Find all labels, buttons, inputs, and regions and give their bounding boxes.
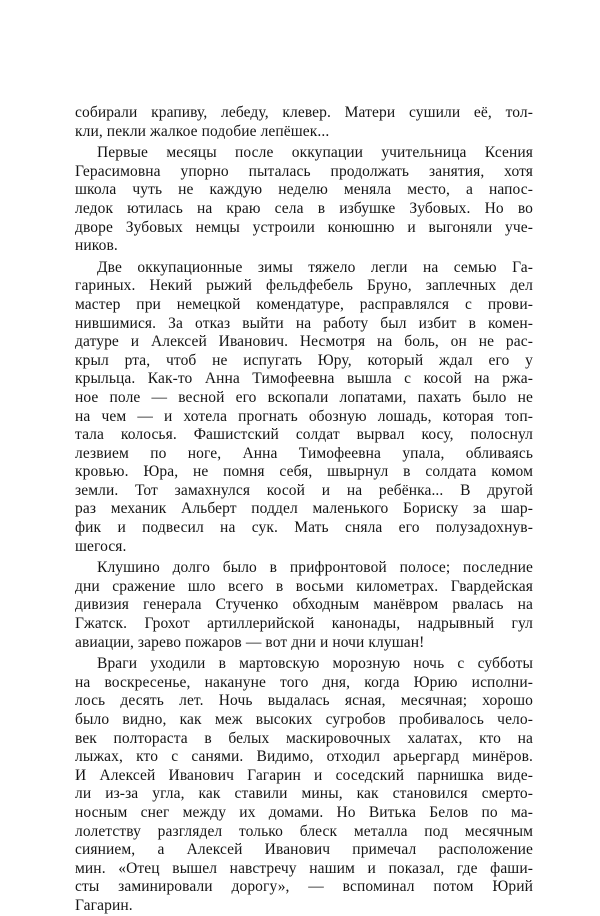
text-line: на чем — и хотела прогнать обозную лошадь, которая топ- xyxy=(75,407,533,425)
text-line: Две оккупационные зимы тяжело легли на семью Га- xyxy=(97,258,533,276)
text-line: кровью. Юра, не помня себя, швырнул в солдата комом xyxy=(75,463,533,481)
text-line: на воскресенье, накануне того дня, когда Юрию исполни- xyxy=(75,673,533,691)
text-line: ное поле — весной его вскопали лопатами, пахать было не xyxy=(75,388,533,406)
text-line: дивизия генерала Стученко обходным манёвром рвалась на xyxy=(75,596,533,614)
text-line: шегося. xyxy=(75,537,127,555)
text-line: нившимися. За отказ выйти на работу был избит в комен- xyxy=(75,314,533,332)
text-line: Враги уходили в мартовскую морозную ночь с субботы xyxy=(97,655,533,673)
text-line: ледок ютилась на краю села в избушке Зубовых. Но во xyxy=(75,199,533,217)
text-line: мастер при немецкой комендатуре, расправлялся с прови- xyxy=(75,295,533,313)
text-line: крыл рта, чтоб не испугать Юру, который ждал его у xyxy=(75,351,533,369)
text-line: было видно, как меж высоких сугробов пробивалось чело- xyxy=(75,711,533,728)
text-line: мин. «Отец вышел навстречу нашим и показал, где фаши- xyxy=(75,859,533,877)
text-line: Первые месяцы после оккупации учительница Ксения xyxy=(97,144,533,162)
text-line: дворе Зубовых немцы устроили конюшню и выгоняли уче- xyxy=(75,218,533,236)
text-line: И Алексей Иванович Гагарин и соседский парнишка виде- xyxy=(75,766,533,784)
text-line: сты заминировали дорогу», — вспоминал потом Юрий xyxy=(75,878,533,896)
text-line: лезвием по ноге, Анна Тимофеевна упала, обливаясь xyxy=(75,444,533,462)
paragraph-1 xyxy=(75,104,533,141)
text-line: Гжатск. Грохот артиллерийской канонады, надрывный гул xyxy=(75,615,533,633)
text-line: Гагарин. xyxy=(75,896,133,914)
paragraph-4 xyxy=(75,559,533,652)
text-line: носным снег между их домами. Но Витька Белов по ма- xyxy=(75,803,533,821)
text-line: гариных. Некий рыжий фельдфебель Бруно, заплечных дел xyxy=(75,277,533,295)
text-line: крыльца. Как-то Анна Тимофеевна вышла с косой на ржа- xyxy=(75,370,533,388)
text-line: школа чуть не каждую неделю меняла место, а напос- xyxy=(75,181,533,199)
text-line: авиации, зарево пожаров — вот дни и ночи клушан! xyxy=(75,633,425,651)
text-line: ли из-за угла, как ставили мины, как становился смерто- xyxy=(75,785,533,803)
text-line: Герасимовна упорно пыталась продолжать занятия, хотя xyxy=(75,162,533,180)
text-line: ников. xyxy=(75,237,118,255)
text-line: век полтораста в белых маскировочных халатах, кто на xyxy=(75,729,533,747)
text-line: тала колосья. Фашистский солдат вырвал косу, полоснул xyxy=(75,426,533,444)
text-line: Клушино долго было в прифронтовой полосе; последние xyxy=(97,559,533,577)
text-line: сиянием, а Алексей Иванович примечал расположение xyxy=(75,841,533,859)
paragraph-3 xyxy=(75,259,533,557)
text-line: дни сражение шло всего в восьми километрах. Гвардейская xyxy=(75,577,533,595)
text-line: лыжах, кто с санями. Видимо, отходил арьергард минёров. xyxy=(75,748,533,766)
book-page xyxy=(75,104,533,916)
text-line: земли. Тот замахнулся косой и на ребёнка... В другой xyxy=(75,481,533,499)
text-line: кли, пекли жалкое подобие лепёшек... xyxy=(75,122,330,140)
text-line: фик и подвесил на сук. Мать сняла его полузадохнув- xyxy=(75,519,533,537)
text-line: лолетству разглядел только блеск металла под месячным xyxy=(75,822,533,840)
text-line: собирали крапиву, лебеду, клевер. Матери сушили её, тол- xyxy=(75,104,533,121)
text-line: раз механик Альберт поддел маленького Бориску за шар- xyxy=(75,500,533,518)
text-line: датуре и Алексей Иванович. Несмотря на боль, он не рас- xyxy=(75,333,533,351)
paragraph-2 xyxy=(75,144,533,256)
paragraph-5 xyxy=(75,655,533,915)
text-line: лось десять лет. Ночь выдалась ясная, месячная; хорошо xyxy=(75,692,533,710)
